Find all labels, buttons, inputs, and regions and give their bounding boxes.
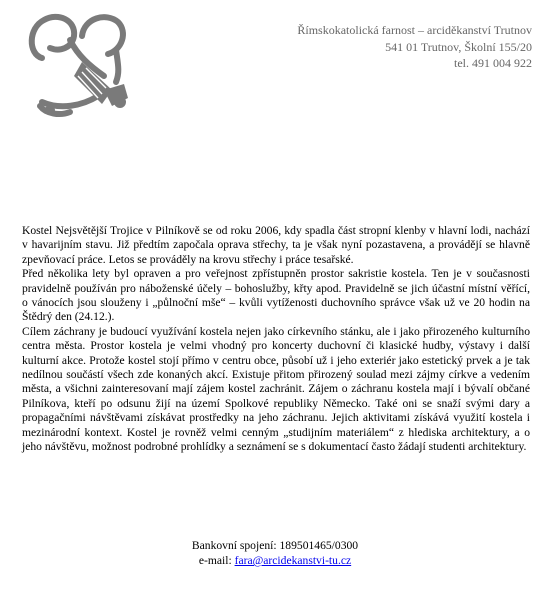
monogram-logo-icon xyxy=(20,6,140,126)
letter-body xyxy=(22,224,530,455)
parish-name: Římskokatolická farnost – arciděkanství Trutnov xyxy=(297,23,532,37)
email-link[interactable]: fara@arcidekanstvi-tu.cz xyxy=(234,554,352,567)
paragraph-2: Před několika lety byl opraven a pro veřejnost zpřístupněn prostor sakristie kostela. Ten je v současnosti pravidelně používán pro náboženské účely – bohoslužby, křty apod. Pravidelně se jich účastní místní věřící, o vánocích jsou slouženy i „půlnoční mše“ – kvůli vytíženosti duchovního správce však už ve 20 hodin na Štědrý den (24.12.). xyxy=(22,267,530,324)
paragraph-3: Cílem záchrany je budoucí využívání kostela nejen jako církevního stánku, ale i jako přirozeného kulturního centra města. Prostor kostela je velmi vhodný pro koncerty duchovní či klasické hudby, výstavy i další kulturní akce. Protože kostel stojí přímo v centru obce, působí už i jeho exteriér jako estetický prvek a je tak nedílnou součástí všech zde konaných akcí. Existuje přitom přirozený soulad mezi zájmy církve a vedením města, a všichni zainteresovaní mají zájem kostel zachránit. Zájem o záchranu kostela mají i bývalí občané Pilníkova, kteří po odsunu žijí na území Spolkové republiky Německo. Také oni se snaží svými dary a propagačními návštěvami získávat prostředky na jeho záchranu. Jejich aktivitami získává využití kostela i mezinárodní kontext. Kostel je rovněž velmi cenným „studijním materiálem“ z hlediska architektury, a o jeho návštěvu, možnost podrobné prohlídky a seznámení se s dokumentací často žádají studenti architektury. xyxy=(22,324,530,454)
bank-line xyxy=(0,538,550,553)
bank-account: 189501465/0300 xyxy=(279,539,359,552)
parish-phone: tel. 491 004 922 xyxy=(454,56,532,70)
contact-block xyxy=(0,538,550,568)
email-line xyxy=(0,553,550,568)
email-label: e-mail: xyxy=(198,554,232,567)
paragraph-1: Kostel Nejsvětější Trojice v Pilníkově se od roku 2006, kdy spadla část stropní klenby v hlavní lodi, nachází v havarijním stavu. Již předtím započala oprava střechy, ta je však nyní pozastavena, a provádějí se hlavně zpevňovací práce. Letos se prováděly na krovu střechy i práce tesařské. xyxy=(22,224,530,266)
letterhead xyxy=(297,22,532,72)
parish-address: 541 01 Trutnov, Školní 155/20 xyxy=(385,39,532,54)
bank-label: Bankovní spojení: xyxy=(191,539,277,552)
